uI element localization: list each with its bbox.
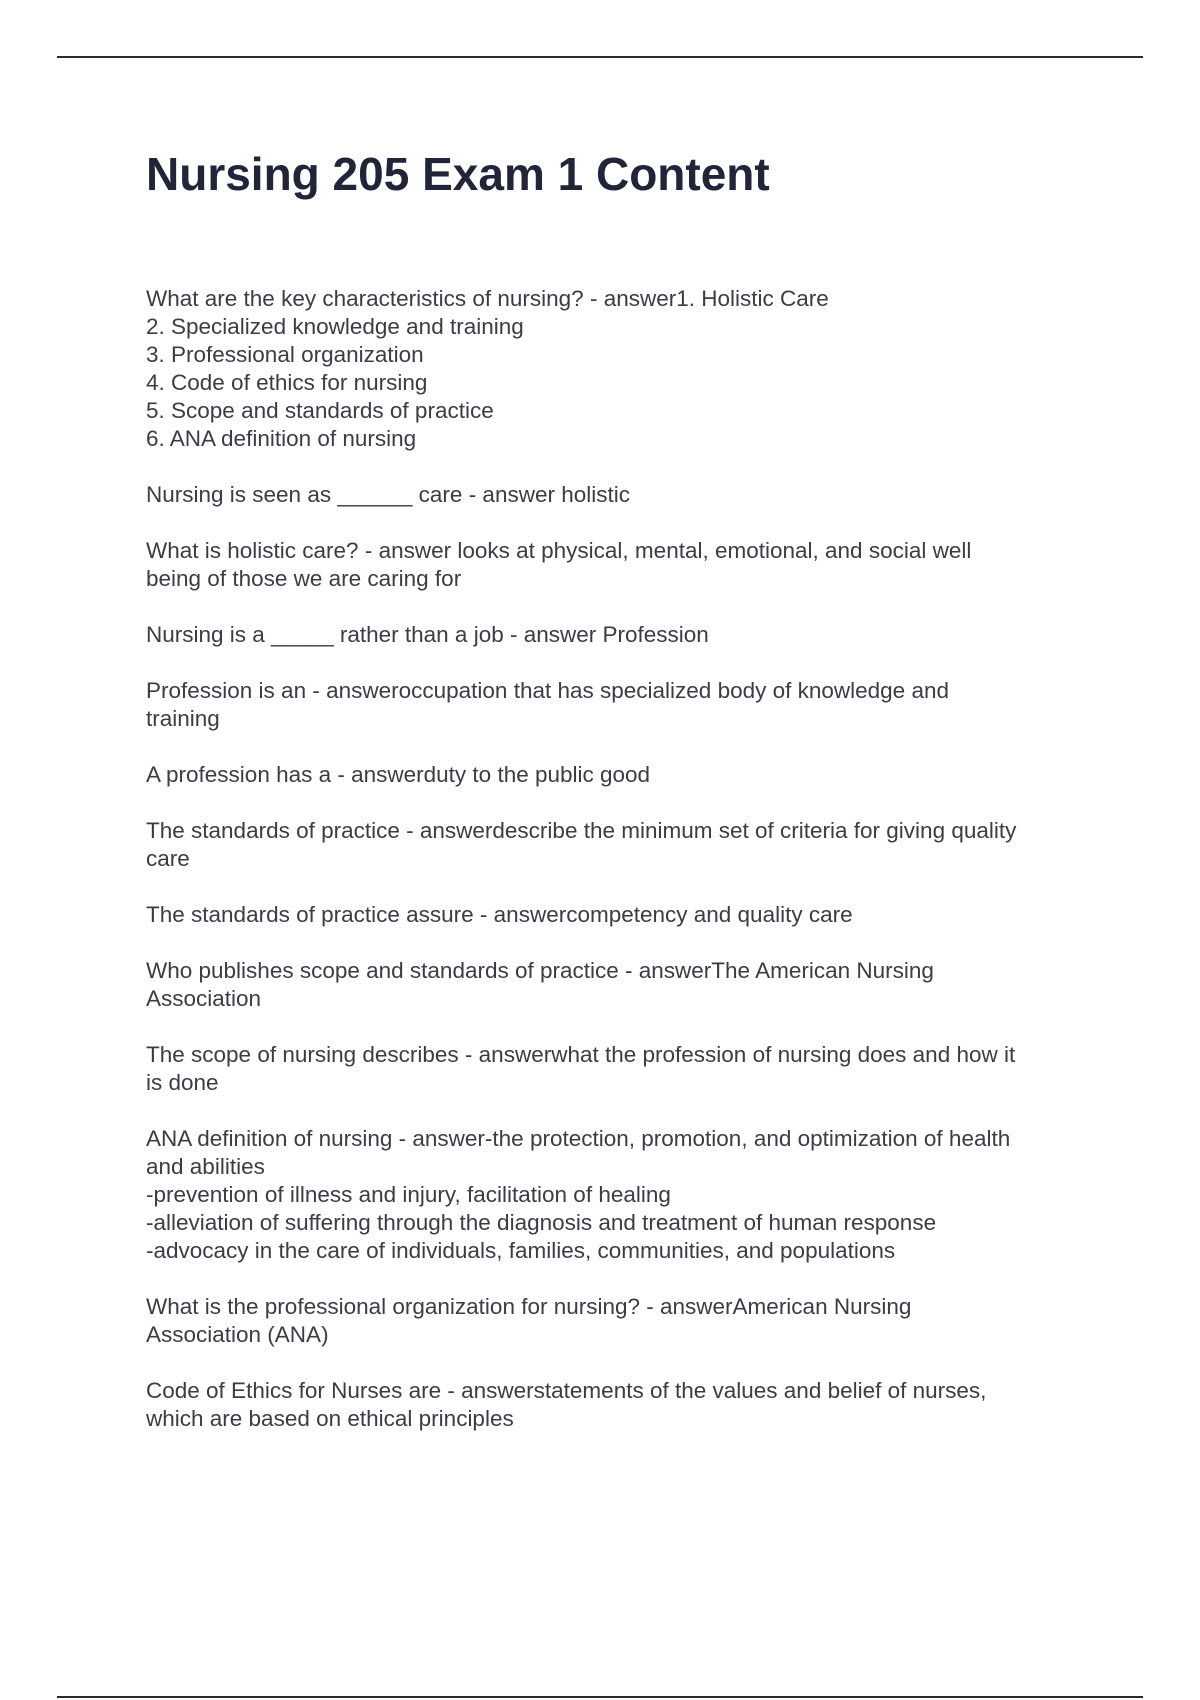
qa-entry-code-of-ethics xyxy=(146,1377,1096,1433)
qa-entry-profession-fill xyxy=(146,621,1096,649)
qa-line: Nursing is a _____ rather than a job - answer Profession xyxy=(146,622,709,647)
qa-entry-profession-definition xyxy=(146,677,1096,733)
qa-entry-ana-definition xyxy=(146,1125,1096,1265)
qa-entry-publisher xyxy=(146,957,1096,1013)
qa-line: 5. Scope and standards of practice xyxy=(146,398,494,423)
qa-entry-professional-organization xyxy=(146,1293,1096,1349)
qa-line: -alleviation of suffering through the diagnosis and treatment of human response xyxy=(146,1210,937,1235)
qa-line: Who publishes scope and standards of practice - answerThe American Nursing xyxy=(146,958,934,983)
qa-line: A profession has a - answerduty to the public good xyxy=(146,762,651,787)
qa-line: 2. Specialized knowledge and training xyxy=(146,314,524,339)
header-rule xyxy=(57,56,1143,58)
qa-line: 6. ANA definition of nursing xyxy=(146,426,417,451)
qa-line: and abilities xyxy=(146,1154,265,1179)
qa-line: 3. Professional organization xyxy=(146,342,424,367)
qa-line: care xyxy=(146,846,190,871)
qa-line: is done xyxy=(146,1070,219,1095)
qa-line: Nursing is seen as ______ care - answer holistic xyxy=(146,482,630,507)
qa-entry-scope xyxy=(146,1041,1096,1097)
qa-list xyxy=(146,285,1096,1461)
qa-line: 4. Code of ethics for nursing xyxy=(146,370,428,395)
qa-line: -prevention of illness and injury, facilitation of healing xyxy=(146,1182,671,1207)
qa-entry-standards-practice xyxy=(146,817,1096,873)
qa-entry-standards-assure xyxy=(146,901,1096,929)
qa-entry-holistic-fill xyxy=(146,481,1096,509)
page-title: Nursing 205 Exam 1 Content xyxy=(146,148,770,200)
qa-line: -advocacy in the care of individuals, families, communities, and populations xyxy=(146,1238,896,1263)
qa-line: Association xyxy=(146,986,262,1011)
qa-line: which are based on ethical principles xyxy=(146,1406,514,1431)
qa-line: The standards of practice assure - answercompetency and quality care xyxy=(146,902,853,927)
qa-line: What is the professional organization for nursing? - answerAmerican Nursing xyxy=(146,1294,912,1319)
qa-line: Profession is an - answeroccupation that has specialized body of knowledge and xyxy=(146,678,949,703)
footer-rule xyxy=(57,1696,1143,1698)
qa-entry-key-characteristics xyxy=(146,285,1096,453)
qa-entry-profession-duty xyxy=(146,761,1096,789)
qa-line: The standards of practice - answerdescribe the minimum set of criteria for giving quality xyxy=(146,818,1017,843)
qa-line: What are the key characteristics of nursing? - answer1. Holistic Care xyxy=(146,286,829,311)
qa-line: The scope of nursing describes - answerwhat the profession of nursing does and how it xyxy=(146,1042,1016,1067)
qa-line: ANA definition of nursing - answer-the protection, promotion, and optimization of health xyxy=(146,1126,1011,1151)
qa-line: being of those we are caring for xyxy=(146,566,462,591)
qa-line: What is holistic care? - answer looks at physical, mental, emotional, and social well xyxy=(146,538,972,563)
qa-line: training xyxy=(146,706,220,731)
qa-line: Association (ANA) xyxy=(146,1322,329,1347)
qa-entry-holistic-care xyxy=(146,537,1096,593)
qa-line: Code of Ethics for Nurses are - answerstatements of the values and belief of nurses, xyxy=(146,1378,987,1403)
